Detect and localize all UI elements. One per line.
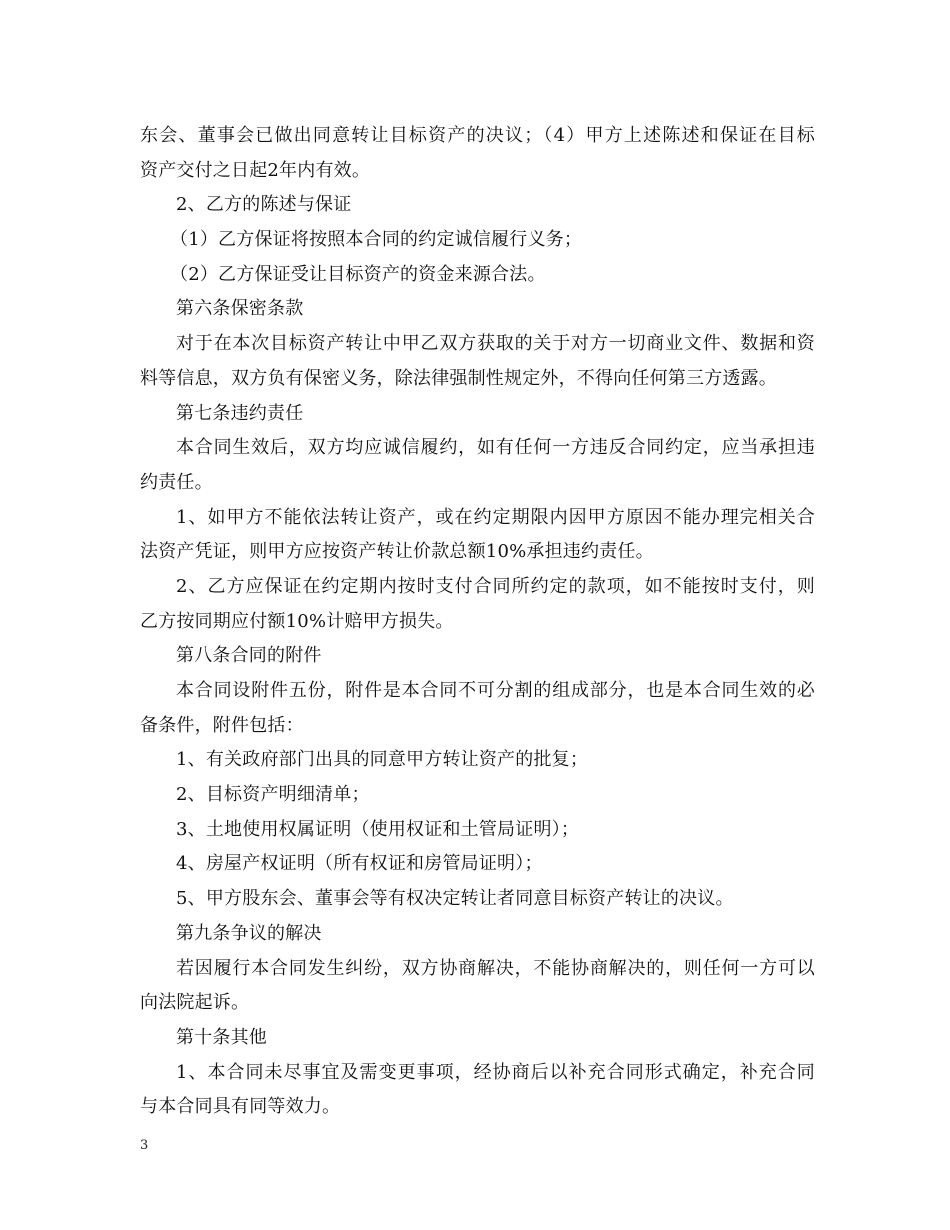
text-line: 约责任。 — [140, 471, 213, 493]
article-heading: 第九条争议的解决 — [176, 922, 322, 944]
text-line: 乙方按同期应付额10%计赔甲方损失。 — [140, 610, 454, 632]
text-line: 对于在本次目标资产转让中甲乙双方获取的关于对方一切商业文件、数据和资 — [176, 333, 815, 355]
list-item: （1）乙方保证将按照本合同的约定诚信履行义务； — [170, 229, 583, 251]
text-line: 若因履行本合同发生纠纷，双方协商解决，不能协商解决的，则任何一方可以 — [176, 957, 815, 979]
text-line: 向法院起诉。 — [140, 992, 250, 1014]
list-item: 2、目标资产明细清单； — [176, 784, 370, 806]
list-item: 4、房屋产权证明（所有权证和房管局证明）； — [176, 853, 543, 875]
article-heading: 第七条违约责任 — [176, 402, 304, 424]
text-line: 本合同设附件五份，附件是本合同不可分割的组成部分，也是本合同生效的必 — [176, 680, 815, 701]
text-line: 1、如甲方不能依法转让资产，或在约定期限内因甲方原因不能办理完相关合 — [176, 506, 815, 528]
text-line: 与本合同具有同等效力。 — [140, 1096, 341, 1118]
list-item: 3、土地使用权属证明（使用权证和土管局证明）； — [176, 818, 580, 840]
section-heading: 2、乙方的陈述与保证 — [176, 194, 352, 216]
article-heading: 第十条其他 — [176, 1026, 267, 1048]
text-line: 资产交付之日起2年内有效。 — [140, 159, 371, 181]
text-line: 东会、董事会已做出同意转让目标资产的决议；（4）甲方上述陈述和保证在目标 — [140, 125, 815, 146]
article-heading: 第六条保密条款 — [176, 298, 304, 320]
document-body — [140, 119, 815, 1125]
list-item: 1、有关政府部门出具的同意甲方转让资产的批复； — [176, 749, 589, 771]
list-item: 5、甲方股东会、董事会等有权决定转让者同意目标资产转让的决议。 — [176, 888, 734, 910]
text-line: 法资产凭证，则甲方应按资产转让价款总额10%承担违约责任。 — [140, 541, 654, 563]
text-line: 备条件，附件包括： — [140, 714, 304, 736]
text-line: 2、乙方应保证在约定期内按时支付合同所约定的款项，如不能按时支付，则 — [176, 575, 815, 597]
page-number: 3 — [140, 1138, 149, 1153]
text-line: 本合同生效后，双方均应诚信履约，如有任何一方违反合同约定，应当承担违 — [176, 437, 815, 459]
list-item: （2）乙方保证受让目标资产的资金来源合法。 — [170, 263, 546, 285]
article-heading: 第八条合同的附件 — [176, 645, 322, 667]
text-line: 1、本合同未尽事宜及需变更事项，经协商后以补充合同形式确定，补充合同 — [176, 1061, 815, 1083]
text-line: 料等信息，双方负有保密义务，除法律强制性规定外，不得向任何第三方透露。 — [140, 367, 777, 389]
